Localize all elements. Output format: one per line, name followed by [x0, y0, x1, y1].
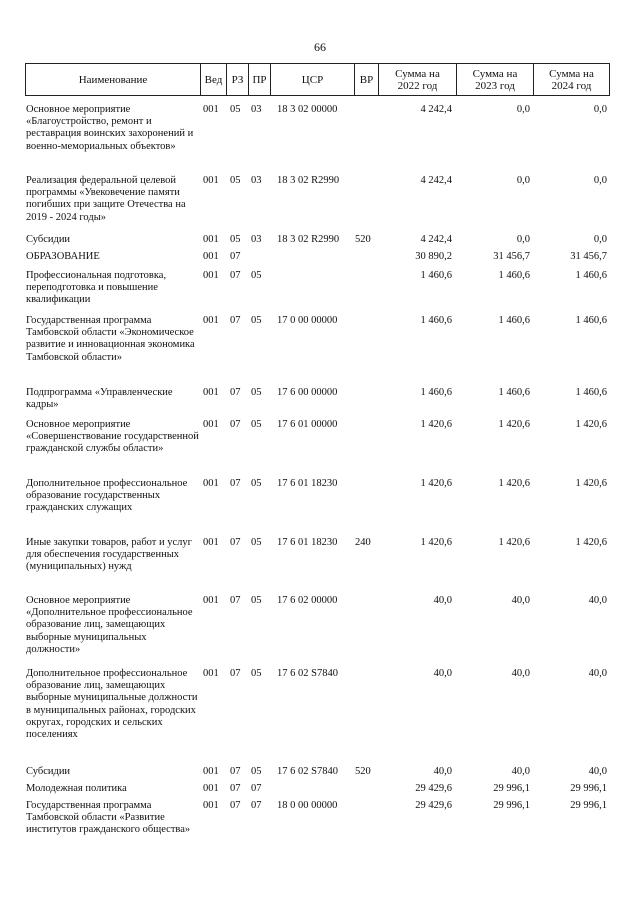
row-name: Основное мероприятие «Благоустройство, ремонт и реставрация воинских захоронений и военно-мемориальных объектов» [26, 104, 194, 152]
row-csr: 17 6 01 18230 [277, 478, 338, 489]
row-sum-2024: 40,0 [588, 668, 607, 679]
row-pr: 05 [251, 419, 262, 430]
row-csr: 17 6 01 00000 [277, 419, 338, 430]
row-pr: 05 [251, 478, 262, 489]
row-sum-2022: 40,0 [433, 766, 452, 777]
row-sum-2023: 1 460,6 [498, 315, 530, 326]
row-sum-2023: 0,0 [516, 104, 530, 115]
row-vr: 520 [355, 234, 371, 245]
row-sum-2022: 1 460,6 [420, 387, 452, 398]
row-sum-2023: 40,0 [511, 668, 530, 679]
header-vr: ВР [355, 64, 379, 95]
row-csr: 17 6 02 S7840 [277, 668, 338, 679]
row-name: Субсидии [26, 234, 71, 245]
row-sum-2024: 1 460,6 [575, 387, 607, 398]
row-csr: 17 6 00 00000 [277, 387, 338, 398]
row-rz: 05 [230, 104, 241, 115]
row-sum-2022: 40,0 [433, 595, 452, 606]
row-csr: 18 3 02 00000 [277, 104, 338, 115]
row-ved: 001 [203, 783, 219, 794]
header-sum-2022: Сумма на 2022 год [379, 64, 457, 95]
header-rz: РЗ [227, 64, 249, 95]
row-sum-2022: 1 460,6 [420, 315, 452, 326]
row-rz: 07 [230, 315, 241, 326]
row-sum-2024: 1 460,6 [575, 270, 607, 281]
row-sum-2022: 40,0 [433, 668, 452, 679]
row-rz: 07 [230, 387, 241, 398]
row-sum-2024: 0,0 [593, 234, 607, 245]
row-ved: 001 [203, 387, 219, 398]
header-name: Наименование [26, 64, 201, 95]
row-name: ОБРАЗОВАНИЕ [26, 251, 100, 262]
row-pr: 05 [251, 668, 262, 679]
row-name: Молодежная политика [26, 783, 127, 794]
row-pr: 05 [251, 315, 262, 326]
row-rz: 07 [230, 419, 241, 430]
row-rz: 05 [230, 175, 241, 186]
row-sum-2023: 29 996,1 [493, 800, 530, 811]
row-sum-2023: 1 420,6 [498, 478, 530, 489]
header-sum-2024: Сумма на 2024 год [549, 67, 594, 92]
row-name: Дополнительное профессиональное образование лиц, замещающих выборные муниципальные должности в муниципальных районах, городских округах, городских и сельских поселениях [26, 668, 198, 741]
row-rz: 07 [230, 478, 241, 489]
row-ved: 001 [203, 478, 219, 489]
row-name: Профессиональная подготовка, переподготовка и повышение квалификации [26, 270, 167, 306]
row-sum-2023: 31 456,7 [493, 251, 530, 262]
row-sum-2023: 29 996,1 [493, 783, 530, 794]
row-pr: 05 [251, 387, 262, 398]
row-rz: 07 [230, 595, 241, 606]
row-rz: 05 [230, 234, 241, 245]
row-ved: 001 [203, 668, 219, 679]
row-csr: 17 6 02 S7840 [277, 766, 338, 777]
row-ved: 001 [203, 251, 219, 262]
row-sum-2024: 1 420,6 [575, 419, 607, 430]
row-ved: 001 [203, 800, 219, 811]
row-rz: 07 [230, 668, 241, 679]
row-sum-2022: 30 890,2 [415, 251, 452, 262]
row-name: Дополнительное профессиональное образование государственных гражданских служащих [26, 478, 188, 514]
row-sum-2023: 0,0 [516, 234, 530, 245]
row-sum-2023: 1 460,6 [498, 270, 530, 281]
row-sum-2024: 0,0 [593, 104, 607, 115]
row-sum-2023: 1 460,6 [498, 387, 530, 398]
row-sum-2024: 29 996,1 [570, 800, 607, 811]
row-sum-2024: 1 420,6 [575, 478, 607, 489]
row-sum-2024: 40,0 [588, 595, 607, 606]
row-rz: 07 [230, 537, 241, 548]
row-rz: 07 [230, 766, 241, 777]
row-rz: 07 [230, 270, 241, 281]
row-pr: 05 [251, 537, 262, 548]
row-sum-2023: 40,0 [511, 766, 530, 777]
row-sum-2022: 29 429,6 [415, 800, 452, 811]
row-pr: 05 [251, 595, 262, 606]
row-sum-2022: 1 460,6 [420, 270, 452, 281]
row-sum-2023: 1 420,6 [498, 419, 530, 430]
row-ved: 001 [203, 595, 219, 606]
row-pr: 05 [251, 766, 262, 777]
row-csr: 18 3 02 R2990 [277, 175, 340, 186]
row-ved: 001 [203, 766, 219, 777]
row-sum-2022: 1 420,6 [420, 537, 452, 548]
header-ved: Вед [201, 64, 227, 95]
row-sum-2024: 31 456,7 [570, 251, 607, 262]
row-name: Подпрограмма «Управленческие кадры» [26, 387, 173, 411]
row-sum-2022: 1 420,6 [420, 478, 452, 489]
row-sum-2022: 4 242,4 [420, 104, 452, 115]
row-rz: 07 [230, 800, 241, 811]
row-sum-2024: 1 420,6 [575, 537, 607, 548]
row-name: Основное мероприятие «Совершенствование государственной гражданской службы области» [26, 419, 199, 455]
row-sum-2024: 40,0 [588, 766, 607, 777]
row-ved: 001 [203, 270, 219, 281]
row-sum-2022: 1 420,6 [420, 419, 452, 430]
row-sum-2024: 1 460,6 [575, 315, 607, 326]
row-csr: 17 6 02 00000 [277, 595, 338, 606]
row-name: Субсидии [26, 766, 71, 777]
row-ved: 001 [203, 234, 219, 245]
row-sum-2024: 29 996,1 [570, 783, 607, 794]
row-pr: 03 [251, 234, 262, 245]
row-csr: 18 0 00 00000 [277, 800, 338, 811]
row-name: Государственная программа Тамбовской области «Экономическое развитие и инновационная экономика Тамбовской области» [26, 315, 195, 363]
row-csr: 17 0 00 00000 [277, 315, 338, 326]
row-sum-2023: 1 420,6 [498, 537, 530, 548]
row-sum-2023: 40,0 [511, 595, 530, 606]
row-ved: 001 [203, 419, 219, 430]
header-sum-2023: Сумма на 2023 год [457, 64, 534, 95]
row-csr: 18 3 02 R2990 [277, 234, 340, 245]
row-pr: 05 [251, 270, 262, 281]
row-name: Реализация федеральной целевой программы «Увековечение памяти погибших при защите Отечества на 2019 - 2024 годы» [26, 175, 186, 223]
row-name: Государственная программа Тамбовской области «Развитие институтов гражданского общества» [26, 800, 191, 836]
row-ved: 001 [203, 104, 219, 115]
row-pr: 03 [251, 104, 262, 115]
row-sum-2022: 4 242,4 [420, 234, 452, 245]
row-ved: 001 [203, 315, 219, 326]
row-pr: 07 [251, 783, 262, 794]
row-name: Основное мероприятие «Дополнительное профессиональное образование лиц, замещающих выборные муниципальных должности» [26, 595, 193, 655]
row-sum-2022: 4 242,4 [420, 175, 452, 186]
row-vr: 240 [355, 537, 371, 548]
row-pr: 03 [251, 175, 262, 186]
header-pr: ПР [249, 64, 271, 95]
row-ved: 001 [203, 537, 219, 548]
row-sum-2024: 0,0 [593, 175, 607, 186]
row-vr: 520 [355, 766, 371, 777]
header-csr: ЦСР [271, 64, 355, 95]
page-number: 66 [314, 40, 326, 54]
row-pr: 07 [251, 800, 262, 811]
row-rz: 07 [230, 251, 241, 262]
row-name: Иные закупки товаров, работ и услуг для обеспечения государственных (муниципальных) нужд [26, 537, 192, 573]
row-rz: 07 [230, 783, 241, 794]
row-sum-2022: 29 429,6 [415, 783, 452, 794]
row-csr: 17 6 01 18230 [277, 537, 338, 548]
row-sum-2023: 0,0 [516, 175, 530, 186]
row-ved: 001 [203, 175, 219, 186]
